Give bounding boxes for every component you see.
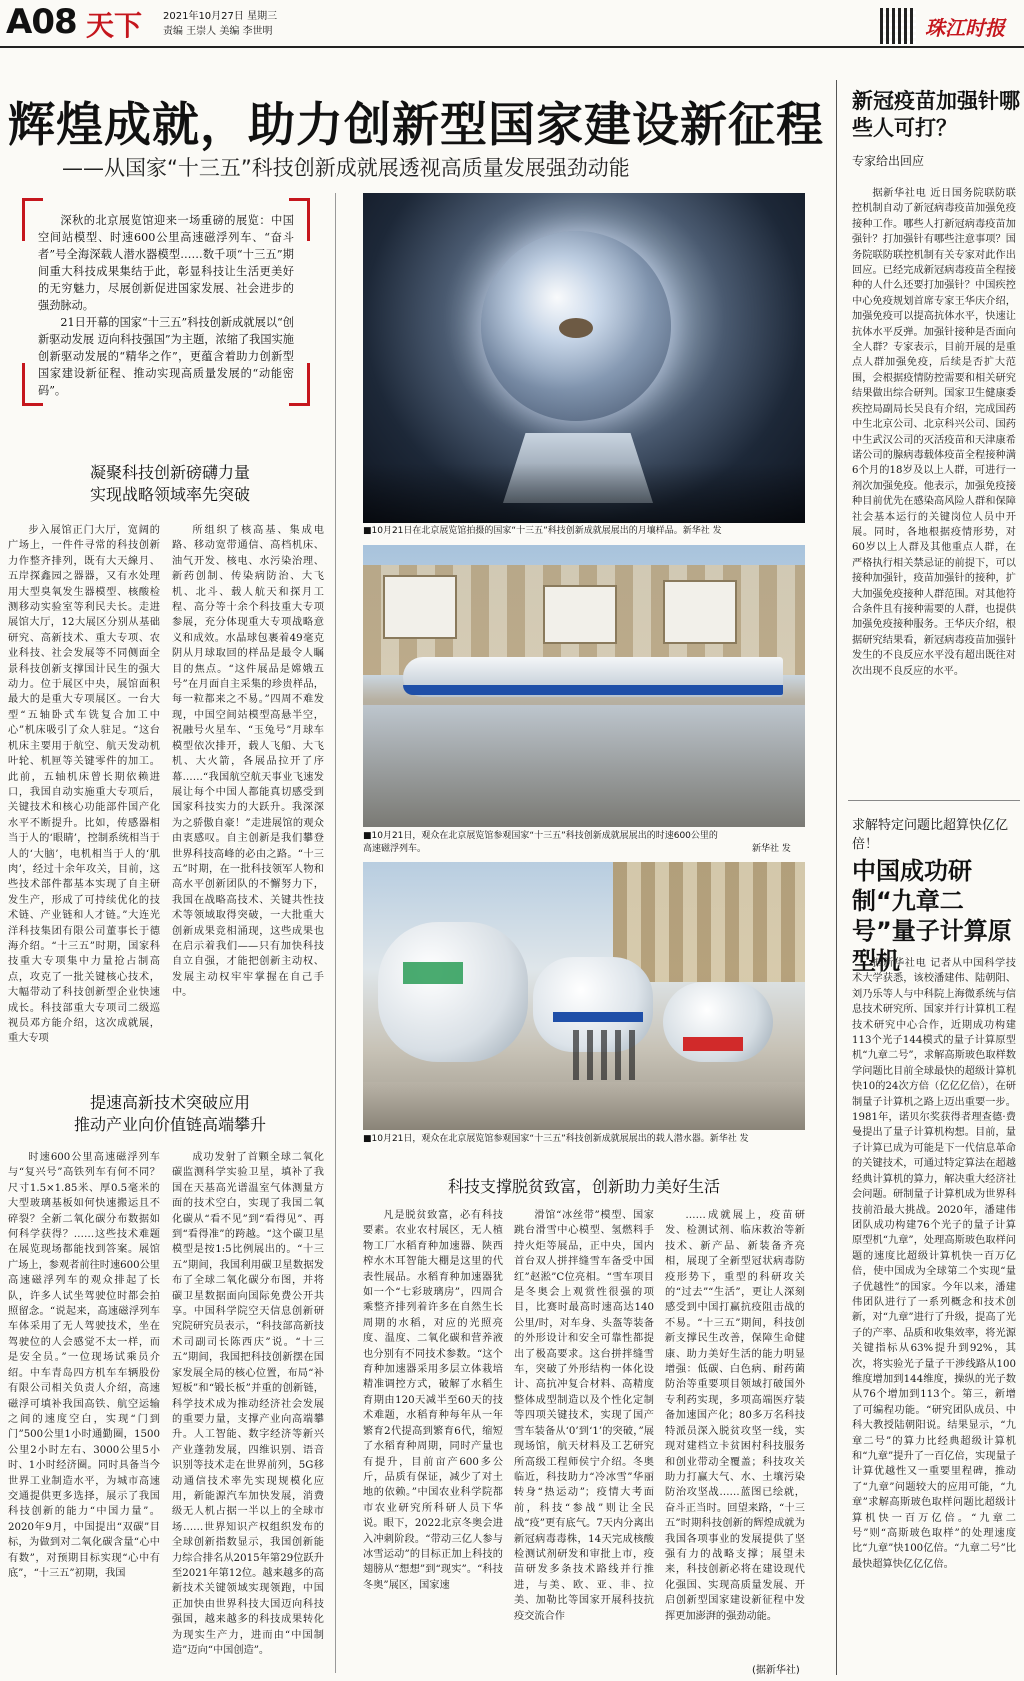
photo1-caption: ■10月21日在北京展览馆拍摄的国家“十三五”科技创新成就展展出的月壤样品。新华社 发: [363, 526, 722, 536]
maglev-train-photo: [363, 545, 805, 827]
main-subheadline: ——从国家“十三五”科技创新成就展透视高质量发展强劲动能: [62, 156, 630, 180]
quantum-article-body: 据新华社电 记者从中国科学技术大学获悉，该校潘建伟、陆朝阳、刘乃乐等人与中科院上海微系统与信息技术研究所、国家并行计算机工程技术研究中心合作，近期成功构建113个光子144模式的量子计算原型机“九章二号”，求解高斯玻色取样数学问题比目前全球最快的超级计算机快10的24次方倍（亿亿亿倍），在研制量子计算机之路上迈出重要一步。1981年，诺贝尔奖获得者理查德·费曼提出了量子计算机构想。目前，量子计算已成为可能是下一代信息革命的关键技术，可通过特定算法在超越经典计算机的算力，解决重大经济社会问题。研制量子计算机成为世界科技前沿最大挑战。2020年，潘建伟团队成功构建76个光子的量子计算原型机“九章”，处理高斯玻色取样问题的速度比超级计算机快一百万亿倍，使中国成为全球第二个实现“量子优越性”的国家。今年以来，潘建伟团队进行了一系列概念和技术创新，对“九章”进行了升级，提高了光子的产率、品质和收集效率，将光源关键指标从63%提升到92%，其次，将实验光子量子干涉线路从100维度增加到144维度，操纵的光子数从76个增加到113个。第三，新增了可编程功能。“研究团队成员、中科大教授陆朝阳说。结果显示，“九章二号”的算力比经典超级计算机和“九章”提升了一百亿倍，实现量子计算优越性又一重要里程碑，推动了“九章”问题较大的应用可能，“九章”求解高斯玻色取样问题比超级计算机快一百万亿倍。“九章二号”则“高斯玻色取样”的处理速度比“九章”快100亿倍。“九章二号”比最快超算快亿亿亿倍。: [852, 958, 1016, 1570]
qr-code-icon: [880, 8, 916, 44]
column-divider-sidebar: [836, 80, 837, 1675]
train-stripe: [403, 685, 783, 695]
vaccine-headline: 新冠疫苗加强针哪些人可打？: [852, 89, 1020, 140]
lead-paragraph-1: 深秋的北京展览馆迎来一场重磅的展览：中国空间站模型、时速600公里高速磁浮列车、“奋斗者”号全海深载人潜水器模型……数千项“十三五”期间重大科技成果集结于此，彰显科技让生活更美好的无穷魅力，尽展创新促进国家发展、社会进步的强劲脉动。: [38, 214, 294, 312]
section1-title: 凝聚科技创新磅礴力量 实现战略领域率先突破: [89, 463, 250, 504]
lead-paragraph-2: 21日开幕的国家“十三五”科技创新成就展以“创新驱动发展 迈向科技强国”为主题，浓缩了我国实施创新驱动发展的“精华之作”，更蕴含着助力创新型国家建设新征程、推动实现高质量发展的“动能密码”。: [38, 316, 294, 397]
section3-column-3: ……成就展上，疫苗研发、检测试剂、临床救治等新技术、新产品、新装备齐亮相，展现了全新型冠状病毒防疫形势下，重型的科研攻关的“过去”“生活”，更让人深刻感受到中国打赢抗疫阻击战的不易。“十三五”期间，科技创新支撑民生改善，保障生命健康、助力美好生活的能力明显增强：低碳、白色病、耐药菌防治等重要项目领域打破国外专利药实现，多项高端医疗装备加速国产化；80多万名科技特派员深入脱贫攻坚一线，实现对建档立卡贫困村科技服务和创业带动全覆盖；科技攻关助力打赢大气、水、土壤污染防治攻坚战……蓝图已绘就，奋斗正当时。回望来路，“十三五”时期科技创新的辉煌成就为我国各项事业的发展提供了坚强有力的战略支撑；展望未来，科技创新必将在建设现代化强国、实现高质量发展、开启创新型国家建设新征程中发挥更加澎湃的强劲动能。: [665, 1210, 805, 1622]
visitors: [573, 1030, 643, 1080]
section-name: 天下: [86, 9, 143, 42]
building-colonnade: [613, 862, 805, 982]
main-headline: 辉煌成就，助力创新型国家建设新征程: [8, 98, 824, 153]
editors: 责编 王崇人 美编 李世明: [163, 26, 273, 37]
submersible-photo: [363, 862, 805, 1130]
vaccine-subheadline: 专家给出回应: [852, 154, 925, 168]
issue-date: 2021年10月27日 星期三: [163, 11, 278, 22]
section1-column-2: 所组织了核高基、集成电路、移动宽带通信、高档机床、油气开发、核电、水污染治理、新药创制、传染病防治、大飞机、北斗、载人航天和探月工程、高分等十余个科技重大专项参展，充分体现重大专项战略意义和成效。水晶球包裹着49毫克阴从月球取回的样品是最令人瞩目的焦点。“这件展品是嫦娥五号”在月面自主采集的珍贵样品，每一粒都来之不易。”四周不难发现，中国空间站模型高悬半空，祝融号火星车、“玉兔号”月球车模型依次排开，载人飞船、大飞机、大火箭，各展品拉开了序幕……“我国航空航天事业飞速发展让每个中国人都能真切感受到国家科技实力的大跃升。我深深为之骄傲自豪！”走进展馆的观众由衷感叹。自主创新是我们攀登世界科技高峰的必由之路。“十三五”时期，在一批科技领军人物和高水平创新团队的不懈努力下，我国在战略高技术、关键共性技术等领域取得突破，一大批重大创新成果竞相涌现，这些成果也在启示着我们——只有加快科技自立自强，才能把创新主动权、发展主动权牢牢掌握在自己手中。: [172, 525, 324, 999]
section2-column-2: 成功发射了首颗全球二氧化碳监测科学实验卫星，填补了我国在天基高光谱温室气体测量方面的技术空白，实现了我国二氧化碳从“看不见”到“看得见”、再到“看得准”的跨越。“这个碳卫星模型是按1:5比例展出的。“十三五”期间，我国利用碳卫星数据发布了全球二氧化碳分布图，并将碳卫星数据面向国际免费公开共享。中国科学院空天信息创新研究院研究员表示，“科技部高新技术司副司长陈西庆”说。“十三五”期间，我国把科技创新摆在国家发展全局的核心位置，布局“补短板”和“锻长板”并重的创新链，科学技术成为推动经济社会发展的重要力量，支撑产业向高端攀升。人工智能、数字经济等新兴产业蓬勃发展，四维识别、语音识别等技术走在世界前列，5G移动通信技术率先实现规模化应用，新能源汽车加快发展，消费级无人机占据一半以上的全球市场……世界知识产权组织发布的全球创新指数显示，我国创新能力综合排名从2015年第29位跃升至2021年第12位。越来越多的高新技术关键领域实现领跑，中国正加快由世界科技大国迈向科技强国，越来越多的科技成果转化为现实生产力，进而由“中国制造”迈向“中国创造”。: [172, 1152, 324, 1656]
banner-right: [663, 580, 737, 644]
banner-left: [383, 575, 457, 639]
photo3-caption: ■10月21日，观众在北京展览馆参观国家“十三五”科技创新成就展展出的载人潜水器。新华社 发: [363, 1134, 749, 1144]
vaccine-article-body: 据新华社电 近日国务院联防联控机制自动了新冠病毒疫苗加强免疫接种工作。哪些人打新冠病毒疫苗加强针？打加强针有哪些注意事项？国务院联防联控机制有关专家对此作出回应。已经完成新冠病毒疫苗全程接种的人什么还要打加强针？中国疾控中心免疫规划首席专家王华庆介绍，加强免疫可以提高抗体水平，快速让抗体水平反弹。加强针接种是否面向全人群？专家表示，目前开展的是重点人群加强免疫，后续是否扩大范围，会根据疫情防控需要和相关研究结果做出综合研判。国家卫生健康委疾控局副局长吴良有介绍，完成国药中生北京公司、北京科兴公司、国药中生武汉公司的灭活疫苗和天津康希诺公司的腺病毒载体疫苗全程接种满6个月的18岁及以上人群，可进行一剂次加强免疫。他表示，加强免疫接种目前优先在感染高风险人群和保障社会基本运行的关键岗位人员中开展。同时，各地根据疫情形势，对60岁以上人群及其他重点人群，在严格执行相关禁忌证的前提下，可以接种加强针，疫苗加强针的接种，扩大加强免疫接种人群范围。对其他符合条件且有接种需要的人群，也提供加强免疫接种服务。王华庆介绍，根据研究结果看，新冠病毒疫苗加强针发生的不良反应水平没有超出既往对次出现不良反应的水平。: [852, 188, 1016, 677]
page-number: A08: [6, 2, 77, 42]
moon-sample-photo: [363, 193, 805, 523]
newspaper-logo: 珠江时报: [925, 16, 1005, 40]
submersible-1-marking: [403, 962, 463, 984]
submersible-3-frame: [683, 1037, 743, 1051]
sidebar-divider: [848, 800, 1020, 801]
lead-box: [22, 198, 310, 406]
photo2-credit: 新华社 发: [752, 844, 791, 854]
submersible-1: [378, 922, 528, 1062]
plaza-ground: [363, 1082, 805, 1130]
submersible-2-stripe: [553, 1012, 643, 1022]
section3-column-1: 凡是脱贫致富，必有科技要素。农业农村展区，无人植物工厂水稻育种加速器、陕西榨水木耳智能大棚是这里的代表性展品。水稻育种加速器犹如一个“七彩玻璃房”，四周合乘整齐排列着许多在自然生长周期的水稻，对应的光照亮度、温度、二氧化碳和营养液也分别有不同技术参数。“这个育种加速器采用多层立体栽培精准调控方式，破解了水稻生育期由120天减半至60天的技术难题，水稻育种每年从一年繁育2代提高到繁育6代，缩短了水稻育种周期，同时产量也有提升，目前亩产600多公斤，品质有保证，减少了对土地的依赖。”中国农业科学院都市农业研究所科研人员下华说。眼下，2022北京冬奥会进入冲刺阶段。“带动三亿人参与冰雪运动”的目标正加上科技的翅膀从“想想”到“现实”。“科技冬奥”展区，国家速: [363, 1210, 503, 1591]
section3-column-2: 滑馆“冰丝带”模型、国家跳台滑雪中心模型、氢燃料手持火炬等展品，正中央，国内首台双人拼拌缝雪车备受中国红”赵淞”C位亮相。“雪车项目是冬奥会上观赏性很强的项目，比赛时最高时速高达140公里/时，对车身、头盔等装备的外形设计和安全可靠性都提出了极高要求。这台拼拌缝雪车，突破了外形结构一体化设计、高抗冲复合材料、高精度整体成型制造以及个性化定制等四项关键技术，实现了国产雪车装备从‘0’到‘1’的突破，”展现场馆，航天材料及工艺研究所高级工程师侯宁介绍。冬奥临近，科技助力“冷冰雪”华丽转身“热运动”；疫情大考面前，科技“参战”则让全民战“疫”更有底气。7天内分离出新冠病毒毒株，14天完成核酸检测试剂研发和审批上市，疫苗研发多条技术路线并行推进，与美、欧、亚、非、拉美、加勒比等国家开展科技抗疫交流合作: [514, 1210, 654, 1622]
section3-title: 科技支撑脱贫致富，创新助力美好生活: [447, 1177, 720, 1196]
lunar-soil-sample: [559, 318, 593, 338]
quantum-headline: 中国成功研制“九章二号”量子计算原型机: [852, 857, 1012, 975]
section2-column-1: 时速600公里高速磁浮列车与“复兴号”高铁列车有何不同？尺寸1.5×1.85米、厚0.5毫米的大型玻璃基板如何快速搬运且不碎裂？全新二氧化碳分布数据如何科学获得？……这些技术难题在展览现场都能找到答案。展馆广场上，参观者前往时速600公里高速磁浮列车的观众排起了长队，许多人试坐驾驶位时都会拍照留念。“说起来，高速磁浮列车车体采用了无人驾驶技术，坐在驾驶位的人会感觉不太一样，而是安全员。”一位现场试乘员介绍。中车青岛四方机车车辆股份有限公司相关负责人介绍，高速磁浮可填补我国高铁、航空运输之间的速度空白，实现“门到门”500公里1小时通勤圈，1500公里2小时左右、3000公里5小时、1小时经济圈。同时具备当今世界工业制造水平，为城市高速交通提供更多选择，展示了我国科技创新的能力“中国力量”。2020年9月，中国提出“双碳”目标，为做到对二氧化碳含量“心中有数”，对预期目标实现“心中有底”，“十三五”初期，我国: [8, 1152, 160, 1579]
photo2-caption: ■10月21日，观众在北京展览馆参观国家“十三五”科技创新成就展展出的时速600公里的高速磁浮列车。: [363, 831, 718, 854]
quantum-kicker: 求解特定问题比超算快亿亿倍！: [852, 818, 1009, 852]
water-reflection: [363, 705, 805, 827]
masthead-rule: [0, 46, 1024, 48]
banner-center: [543, 585, 617, 644]
column-divider-main: [335, 193, 336, 1673]
section1-column-1: 步入展馆正门大厅，宽阔的广场上，一件件寻常的科技创新力作整齐排列，既有大天線月、五岸探鑫园之器器，又有水处理用大型臭氧发生器模型、核酸检测移动实验室等利民夫长。走进展馆大厅，12大展区分别从基础研究、高新技术、重大专项、农业科技、社会发展等不同侧面全景科技创新支撑国计民生的强大动力。位于展区中央，展馆面积最大的是重大专项展区。一台大型“五轴卧式车铣复合加工中心”机床吸引了众人驻足。“这台机床主要用于航空、航天发动机叶轮、机匣等关键零件的加工。此前，五轴机床曾长期依赖进口，我国自动实施重大专项后，关键技术和核心功能部件国产化水平不断提升。比如，传感器相当于人的‘眼睛’，控制系统相当于人的‘大脑’，电机相当于人的‘肌肉’，经过十余年攻关，目前，这些技术部件都基本实现了自主研发生产，形成了可持续优化的技术链、产业链和人才链。”大连光洋科技集团有限公司董事长于德海介绍。“十三五”时期，国家科技重大专项集中力量抢占制高点，攻克了一批关键核心技术，大幅带动了科技创新型企业快速成长。科技部重大专项司二级巡视员邓方能介绍，这次成就展，重大专项: [8, 525, 160, 1045]
section2-title: 提速高新技术突破应用 推动产业向价值链高端攀升: [73, 1093, 266, 1134]
section3-credit: (据新华社): [752, 1665, 800, 1676]
